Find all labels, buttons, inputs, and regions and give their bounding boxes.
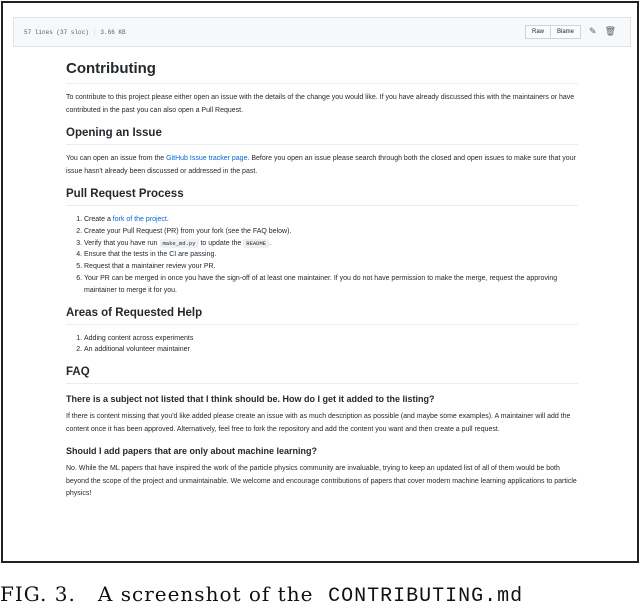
text: . Before you open an issue please search through both the closed and open issues to make sure that your issue hasn't already been discussed or addressed in the past. [66, 155, 576, 175]
blame-button[interactable]: Blame [551, 25, 581, 39]
heading-requested-help: Areas of Requested Help [66, 307, 578, 325]
heading-faq: FAQ [66, 366, 578, 384]
trash-icon[interactable]: 🗑︎ [604, 27, 616, 37]
heading-opening-issue: Opening an Issue [66, 127, 578, 145]
list-item: 2. An additional volunteer maintainer [84, 344, 578, 356]
faq-question: There is a subject not listed that I think should be. How do I get it added to the listing? [66, 394, 435, 405]
list-item: 6. Your PR can be merged in once you have the sign-off of at least one maintainer. If you do not have permission to make the merge, request the approving maintainer to merge it for you. [84, 273, 578, 297]
page-title: Contributing [66, 60, 578, 84]
faq-answer: No. While the ML papers that have inspired the work of the particle physics community are invaluable, trying to keep an updated list of all of them would be both beyond the scope of the project and unmaintainable. We welcome and encourage contributions of papers that cover modern machine learning applications to particle physics! [66, 465, 577, 498]
faq-answer: If there is content missing that you'd like added please create an issue with as much description as possible (and maybe some examples). A maintainer will add the content once it has been approved. Alternatively, feel free to fork the repository and add the content you want and then create a pull request. [66, 413, 571, 433]
caption-code: CONTRIBUTING.md [328, 585, 524, 608]
screenshot-frame [1, 1, 639, 563]
list-item [84, 238, 578, 250]
pencil-icon[interactable]: ✎ [589, 27, 597, 37]
text: to update the [198, 239, 244, 247]
text: You can open an issue from the [66, 155, 167, 162]
list-item [84, 214, 578, 226]
markdown-body [66, 55, 578, 509]
file-header [13, 17, 631, 47]
heading-pull-request: Pull Request Process [66, 188, 578, 206]
text: . [166, 216, 169, 223]
help-list [66, 333, 578, 357]
figure-caption [0, 582, 523, 608]
code: make_md.py [160, 239, 199, 248]
text: . [269, 239, 272, 247]
intro-text: To contribute to this project please either open an issue with the details of the change you would like. If you have already discussed this with the maintainers or have contributed in the past you can also open a Pull Request. [66, 94, 575, 114]
fork-link[interactable]: fork of the project [112, 216, 167, 223]
file-lines: 57 lines (37 sloc) [24, 28, 89, 36]
faq-question: Should I add papers that are only about machine learning? [66, 446, 318, 457]
caption-label: FIG. 3. [0, 582, 76, 606]
list-item: 2. Create your Pull Request (PR) from your fork (see the FAQ below). [84, 226, 578, 238]
file-size: 3.66 KB [100, 28, 126, 36]
raw-button[interactable]: Raw [525, 25, 551, 39]
separator: | [92, 28, 97, 36]
list-item: 1. Adding content across experiments [84, 333, 578, 345]
pr-steps [66, 214, 578, 297]
caption-text: A screenshot of the [97, 582, 314, 606]
issue-tracker-link[interactable]: GitHub Issue tracker page [166, 155, 248, 162]
text: Verify that you have run [84, 239, 160, 247]
list-item: 4. Ensure that the tests in the CI are passing. [84, 249, 578, 261]
code: README [243, 239, 269, 248]
list-item: 5. Request that a maintainer review your PR. [84, 261, 578, 273]
issue-text [66, 153, 578, 178]
text: Create a [84, 216, 113, 223]
